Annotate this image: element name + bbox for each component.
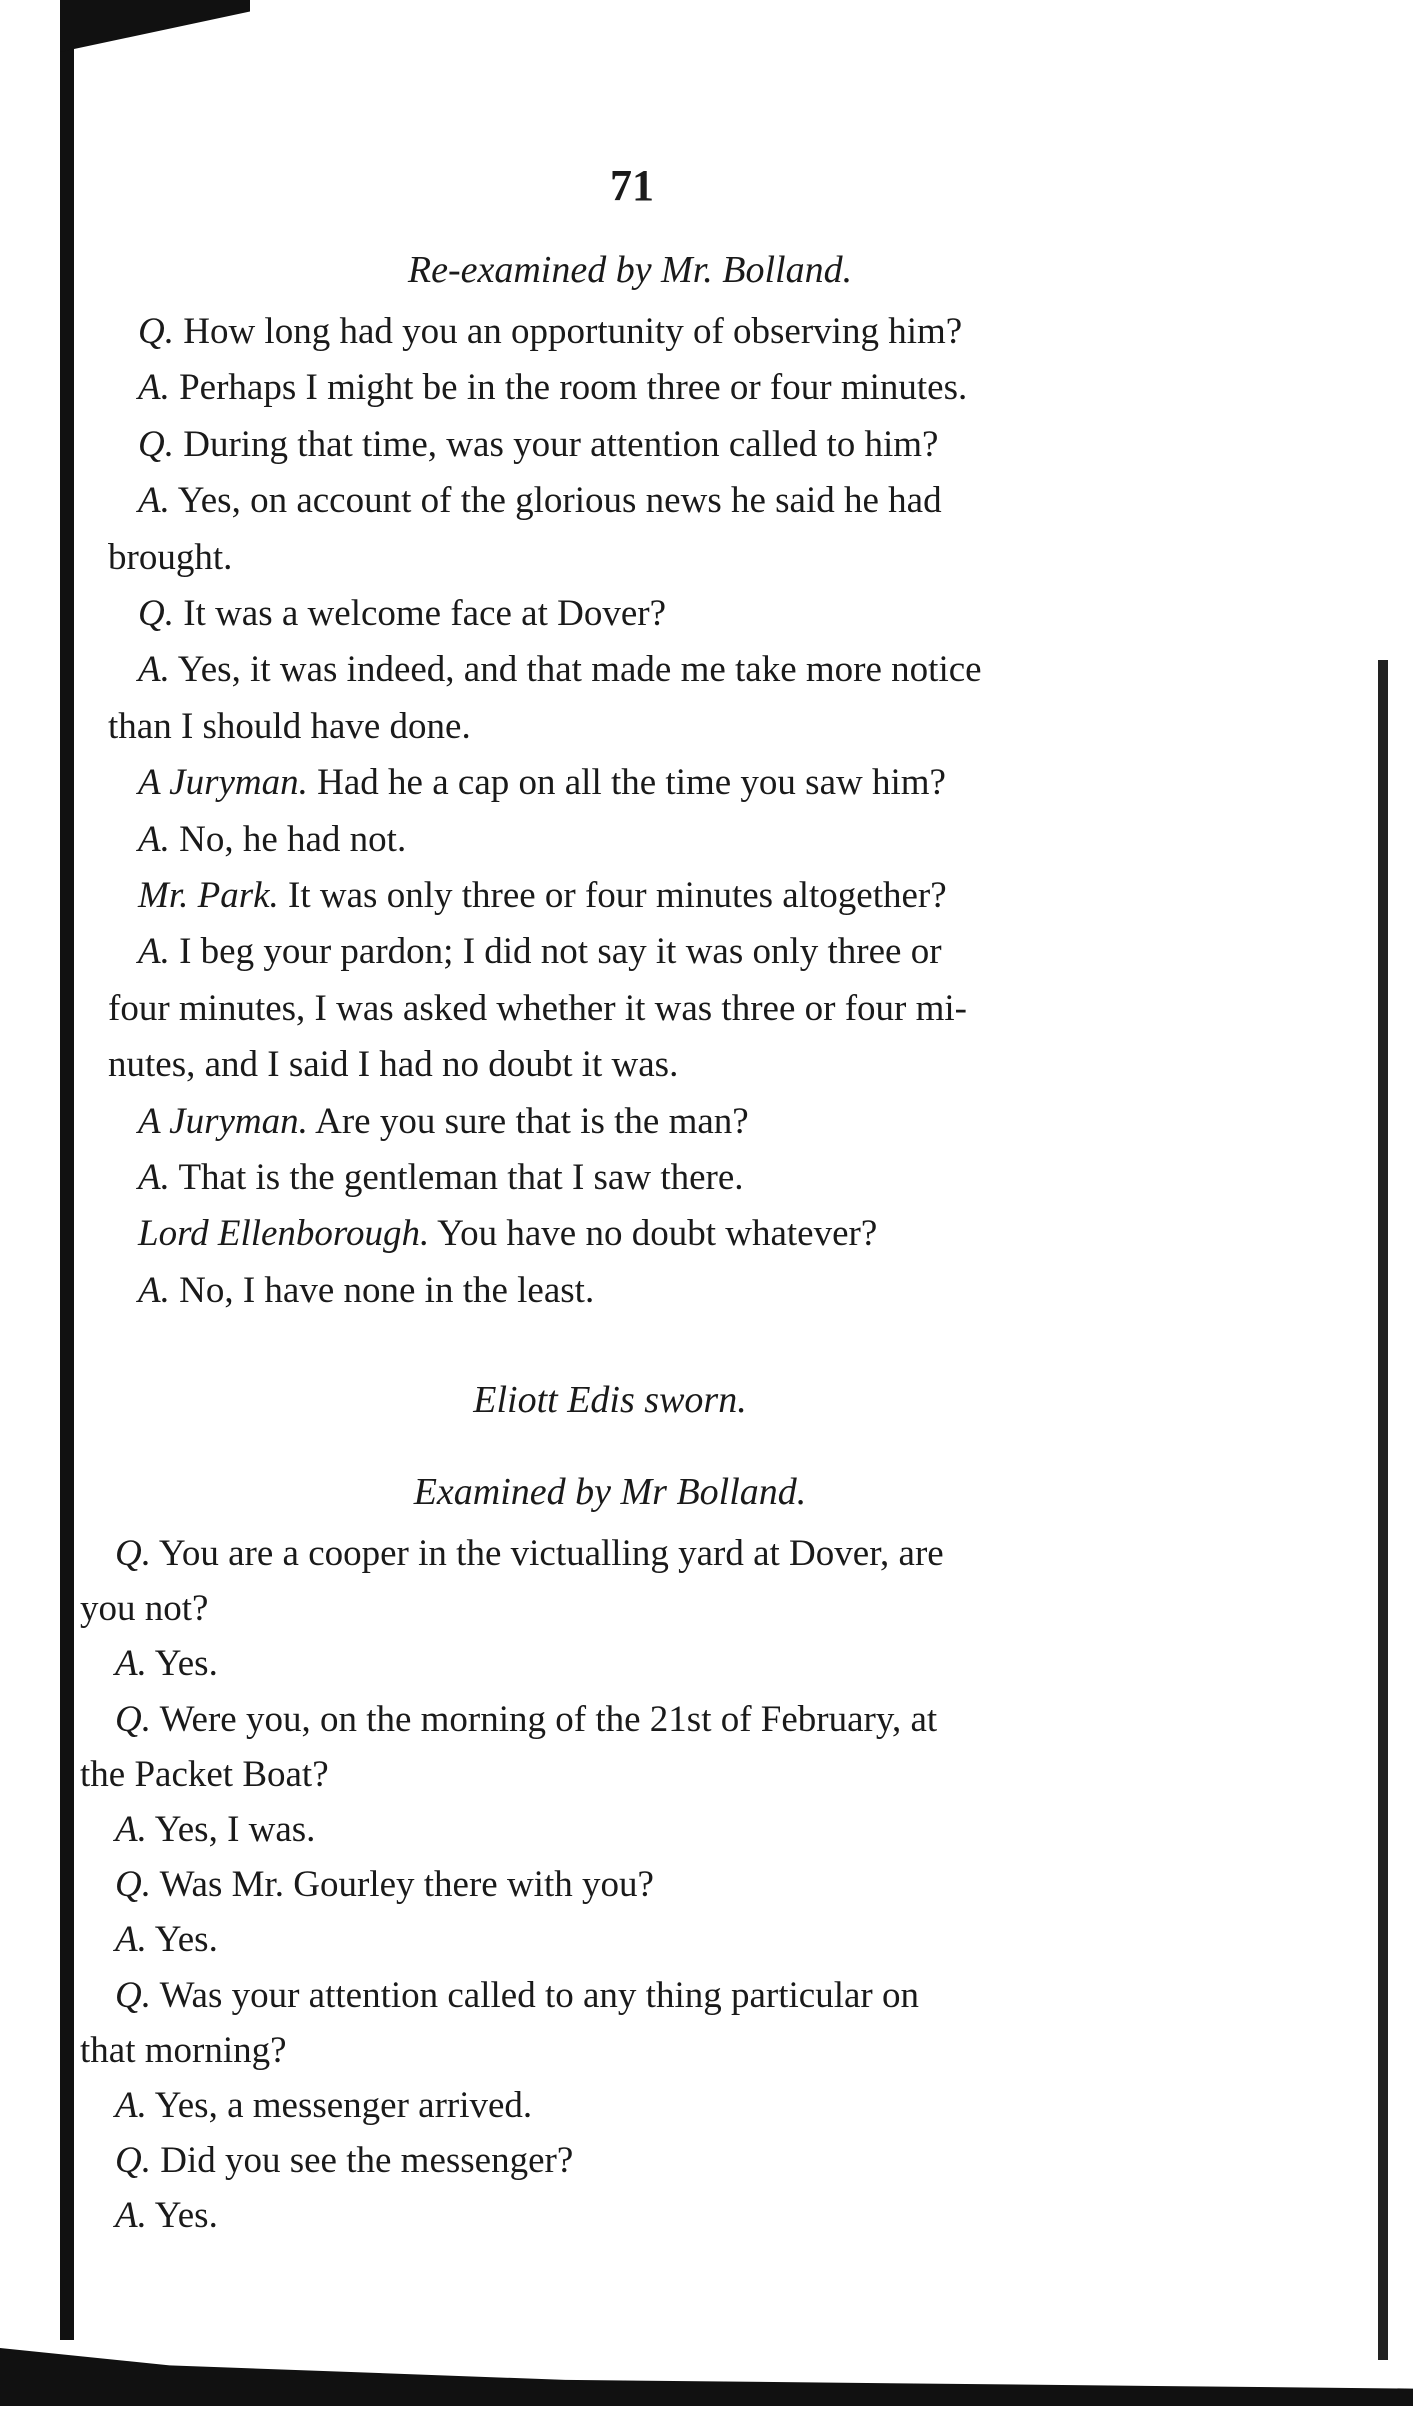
line-text: No, he had not.: [169, 818, 407, 860]
text-line: [115, 2194, 218, 2237]
line-text: Yes.: [146, 1919, 218, 1961]
line-text: than I should have done.: [108, 705, 471, 747]
text-line: [108, 705, 471, 748]
section-heading-witness: Eliott Edis sworn.: [473, 1379, 747, 1421]
speaker-label: Q.: [115, 2140, 151, 2182]
text-line: [108, 1043, 678, 1086]
speaker-label: Mr. Park.: [138, 875, 279, 916]
line-text: that morning?: [80, 2029, 287, 2071]
scan-border-right: [1378, 660, 1388, 2360]
text-line: [115, 2084, 532, 2127]
line-text: No, I have none in the least.: [169, 1269, 595, 1311]
line-text: Perhaps I might be in the room three or four minutes.: [169, 367, 968, 409]
text-line: [115, 1808, 315, 1851]
line-text: nutes, and I said I had no doubt it was.: [108, 1044, 679, 1086]
speaker-label: A.: [115, 2085, 147, 2126]
speaker-label: Q.: [115, 1533, 151, 1574]
speaker-label: Q.: [115, 1864, 151, 1906]
line-text: How long had you an opportunity of observing him?: [173, 311, 963, 352]
speaker-label: A.: [115, 1643, 147, 1685]
speaker-label: A Juryman.: [138, 1100, 308, 1142]
scan-border-left: [60, 0, 74, 2340]
line-text: It was a welcome face at Dover?: [173, 593, 667, 634]
text-line: [138, 761, 946, 804]
text-line: [138, 592, 666, 635]
speaker-label: Q.: [138, 311, 174, 352]
speaker-label: Q.: [115, 1698, 151, 1740]
text-line: [138, 930, 942, 973]
text-line: [80, 1753, 329, 1796]
line-text: Was your attention called to any thing particular on: [150, 1974, 919, 2016]
line-text: Yes.: [146, 2195, 218, 2237]
speaker-label: Q.: [115, 1974, 151, 2016]
line-text: you not?: [80, 1588, 209, 1630]
line-text: Did you see the messenger?: [150, 2140, 574, 2182]
line-text: I beg your pardon; I did not say it was only three or: [169, 931, 942, 973]
line-text: You have no doubt whatever?: [429, 1213, 878, 1255]
speaker-label: A.: [138, 480, 170, 522]
text-line: [108, 536, 232, 579]
speaker-label: A Juryman.: [138, 762, 308, 804]
speaker-label: Q.: [138, 423, 174, 465]
speaker-label: A.: [138, 931, 170, 973]
line-text: Were you, on the morning of the 21st of February, at: [150, 1698, 938, 1740]
text-line: [115, 1642, 218, 1685]
text-line: [115, 1863, 654, 1906]
line-text: It was only three or four minutes altogether?: [278, 875, 947, 916]
line-text: Yes, on account of the glorious news he said he had: [169, 480, 942, 522]
text-line: [138, 1212, 877, 1255]
speaker-label: A.: [138, 367, 170, 409]
line-text: Yes, it was indeed, and that made me take more notice: [169, 649, 982, 691]
text-line: [80, 2029, 287, 2072]
speaker-label: A.: [138, 818, 170, 860]
line-text: During that time, was your attention called to him?: [173, 423, 939, 465]
text-line: [138, 1269, 594, 1312]
speaker-label: A.: [115, 2195, 147, 2237]
text-line: [138, 648, 982, 691]
line-text: Yes, a messenger arrived.: [146, 2085, 533, 2126]
line-text: That is the gentleman that I saw there.: [169, 1157, 744, 1198]
text-line: [115, 1698, 937, 1741]
text-line: [138, 1156, 744, 1199]
speaker-label: A.: [138, 649, 170, 691]
text-line: [138, 479, 942, 522]
speaker-label: A.: [115, 1919, 147, 1961]
text-line: [138, 366, 967, 409]
scan-border-top-corner: [60, 0, 250, 52]
line-text: Had he a cap on all the time you saw him?: [307, 762, 946, 804]
line-text: four minutes, I was asked whether it was three or four mi-: [108, 987, 967, 1029]
text-line: [115, 1918, 218, 1961]
scan-border-bottom: [0, 2348, 1413, 2406]
section-heading-reexamined: Re-examined by Mr. Bolland.: [407, 249, 853, 291]
section-heading-examined: Examined by Mr Bolland.: [413, 1471, 807, 1513]
line-text: Was Mr. Gourley there with you?: [150, 1864, 654, 1906]
text-line: [115, 1974, 919, 2017]
text-line: [80, 1587, 208, 1630]
text-line: [138, 310, 962, 353]
speaker-label: Q.: [138, 593, 174, 634]
line-text: Yes.: [146, 1643, 218, 1685]
speaker-label: Lord Ellenborough.: [138, 1213, 430, 1255]
speaker-label: A.: [115, 1809, 147, 1850]
speaker-label: A.: [138, 1269, 170, 1311]
line-text: You are a cooper in the victualling yard at Dover, are: [150, 1533, 944, 1574]
line-text: Are you sure that is the man?: [307, 1100, 749, 1142]
text-line: [108, 987, 967, 1030]
speaker-label: A.: [138, 1157, 170, 1198]
text-line: [138, 818, 406, 861]
page-number: 71: [610, 161, 654, 210]
line-text: the Packet Boat?: [80, 1753, 329, 1795]
text-line: [138, 1100, 749, 1143]
text-line: [115, 1532, 944, 1575]
text-line: [138, 423, 938, 466]
line-text: Yes, I was.: [146, 1809, 316, 1850]
line-text: brought.: [108, 536, 233, 578]
text-line: [115, 2139, 573, 2182]
text-line: [138, 874, 947, 917]
